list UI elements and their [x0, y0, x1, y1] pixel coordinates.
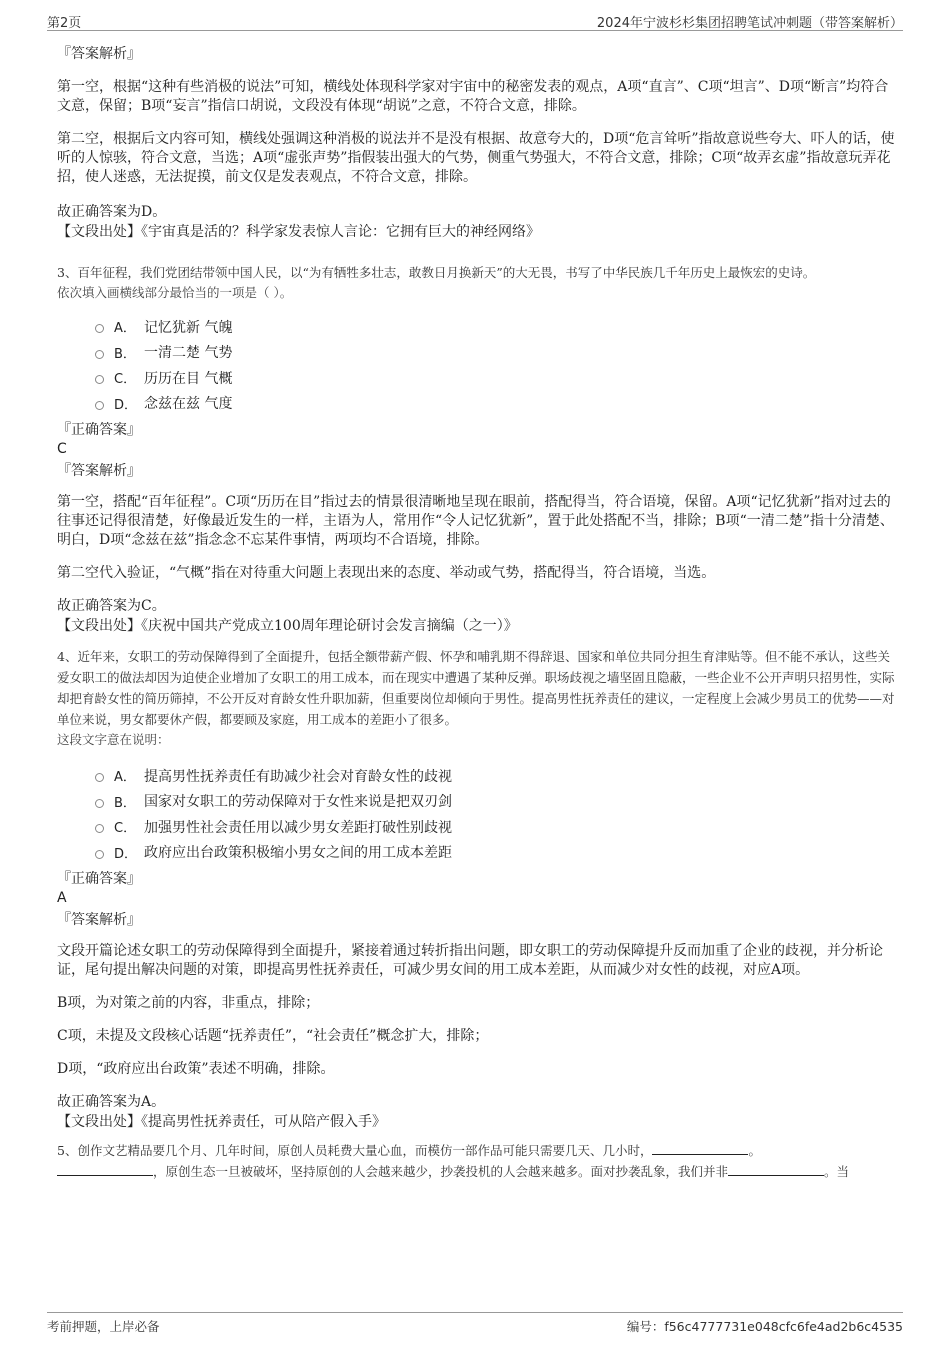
page-content	[57, 44, 897, 1182]
q4-analysis-p1: 文段开篇论述女职工的劳动保障得到全面提升，紧接着通过转折指出问题，即女职工的劳动保障提升反而加重了企业的歧视，并分析论证，尾句提出解决问题的对策，即提高男性抚养责任，可减少男女间的用工成本差距，从而减少对女性的歧视，对应A项。	[57, 943, 883, 978]
q4-stem: 4、近年来，女职工的劳动保障得到了全面提升，包括全额带薪产假、怀孕和哺乳期不得辞退、国家和单位共同分担生育津贴等。但不能不承认，这些关爱女职工的做法却因为迫使企业增加了女职工的用工成本，而在现实中遭遇了某种反弹。职场歧视之墙坚固且隐蔽，一些企业不公开声明只招男性，实际却把育龄女性的简历筛掉，不公开反对育龄女性升职加薪，但重要岗位却倾向于男性。提高男性抚养责任的建议，一定程度上会减少男员工的优势——对单位来说，男女都要休产假，都要顾及家庭，用工成本的差距小了很多。	[57, 649, 895, 727]
q3-analysis-p2: 第二空代入验证，“气概”指在对待重大问题上表现出来的态度、举动或气势，搭配得当，符合语境，当选。	[57, 565, 716, 581]
option-text: 政府应出台政策积极缩小男女之间的用工成本差距	[144, 845, 452, 862]
option-letter: D．	[114, 846, 138, 862]
page-header	[47, 10, 903, 31]
document-id: 编号：f56c4777731e048cfc6fe4ad2b6c4535	[626, 1319, 903, 1334]
q3-answer: C	[57, 441, 67, 457]
fill-blank[interactable]	[57, 1163, 153, 1176]
q3-options	[57, 314, 897, 416]
option-text: 念兹在兹 气度	[144, 396, 233, 413]
q3-stem: 3、百年征程，我们党团结带领中国人民，以“为有牺牲多壮志，敢教日月换新天”的大无畏，书写了中华民族几千年历史上最恢宏的史诗。	[57, 265, 816, 280]
q3-option-b[interactable]	[95, 340, 897, 366]
q4-source: 【文段出处】《提高男性抚养责任，可从陪产假入手》	[57, 1114, 386, 1130]
q3-source: 【文段出处】《庆祝中国共产党成立100周年理论研讨会发言摘编（之一）》	[57, 618, 518, 634]
footer-slogan: 考前押题，上岸必备	[47, 1319, 160, 1334]
option-text: 记忆犹新 气魄	[144, 319, 233, 336]
radio-icon[interactable]	[95, 850, 104, 859]
q3-instruction: 依次填入画横线部分最恰当的一项是（ ）。	[57, 285, 293, 300]
q4-option-a[interactable]	[95, 763, 897, 789]
q5-stem	[57, 1140, 897, 1182]
q4-correct-tag: 『正确答案』	[57, 871, 141, 887]
q2-analysis-tag: 『答案解析』	[57, 46, 141, 62]
q4-analysis-p3: C项，未提及文段核心话题“抚养责任”，“社会责任”概念扩大，排除；	[57, 1028, 489, 1044]
option-text: 加强男性社会责任用以减少男女差距打破性别歧视	[144, 819, 452, 836]
q2-analysis-p1: 第一空，根据“这种有些消极的说法”可知，横线处体现科学家对宇宙中的秘密发表的观点，A项“直言”、C项“坦言”、D项“断言”均符合文意，保留；B项“妄言”指信口胡说，文段没有体现“胡说”之意，不符合文意，排除。	[57, 79, 889, 114]
option-letter: B．	[114, 346, 136, 362]
q3-analysis-tag: 『答案解析』	[57, 463, 141, 479]
option-letter: A．	[114, 321, 136, 337]
q2-source: 【文段出处】《宇宙真是活的？科学家发表惊人言论：它拥有巨大的神经网络》	[57, 224, 540, 240]
option-text: 一清二楚 气势	[144, 345, 233, 362]
q4-options	[57, 763, 897, 865]
option-letter: C．	[114, 372, 137, 388]
document-title: 2024年宁波杉杉集团招聘笔试冲刺题（带答案解析）	[596, 16, 903, 31]
option-text: 历历在目 气概	[144, 370, 233, 387]
q3-option-d[interactable]	[95, 391, 897, 417]
page-number: 第2页	[47, 16, 82, 31]
q4-instruction: 这段文字意在说明：	[57, 732, 170, 747]
radio-icon[interactable]	[95, 324, 104, 333]
fill-blank[interactable]	[652, 1142, 748, 1155]
option-text: 国家对女职工的劳动保障对于女性来说是把双刃剑	[144, 794, 452, 811]
radio-icon[interactable]	[95, 824, 104, 833]
option-letter: A．	[114, 770, 136, 786]
option-letter: B．	[114, 795, 136, 811]
page-footer	[47, 1312, 903, 1339]
q4-answer: A	[57, 890, 67, 906]
question-3	[57, 262, 897, 636]
q4-conclusion: 故正确答案为A。	[57, 1094, 166, 1110]
option-letter: C．	[114, 821, 137, 837]
q3-conclusion: 故正确答案为C。	[57, 598, 166, 614]
radio-icon[interactable]	[95, 773, 104, 782]
radio-icon[interactable]	[95, 401, 104, 410]
q4-option-c[interactable]	[95, 814, 897, 840]
q2-conclusion: 故正确答案为D。	[57, 204, 167, 220]
radio-icon[interactable]	[95, 799, 104, 808]
q5-stem-part-a: 5、创作文艺精品要几个月、几年时间，原创人员耗费大量心血，而模仿一部作品可能只需要几天、几小时，	[57, 1143, 653, 1158]
fill-blank[interactable]	[728, 1163, 824, 1176]
q3-option-c[interactable]	[95, 365, 897, 391]
q4-analysis-p4: D项，“政府应出台政策”表述不明确，排除。	[57, 1061, 335, 1077]
q4-analysis-p2: B项，为对策之前的内容，非重点，排除；	[57, 995, 320, 1011]
q2-analysis-p2: 第二空，根据后文内容可知，横线处强调这种消极的说法并不是没有根据、故意夸大的，D项“危言耸听”指故意说些夸大、吓人的话，使听的人惊骇，符合文意，当选；A项“虚张声势”指假装出强大的气势，侧重气势强大，不符合文意，排除；C项“故弄玄虚”指故意玩弄花招，使人迷惑，无法捉摸，前文仅是发表观点，不符合文意，排除。	[57, 131, 895, 185]
q3-correct-tag: 『正确答案』	[57, 422, 141, 438]
q4-option-b[interactable]	[95, 789, 897, 815]
q5-stem-part-b: ，原创生态一旦被破坏，坚持原创的人会越来越少，抄袭投机的人会越来越多。面对抄袭乱象，我们并非	[153, 1164, 729, 1179]
q3-option-a[interactable]	[95, 314, 897, 340]
q5-stem-part-a-end: 。	[748, 1143, 761, 1158]
option-letter: D．	[114, 397, 138, 413]
radio-icon[interactable]	[95, 350, 104, 359]
radio-icon[interactable]	[95, 375, 104, 384]
q4-analysis-tag: 『答案解析』	[57, 912, 141, 928]
q3-analysis-p1: 第一空，搭配“百年征程”。C项“历历在目”指过去的情景很清晰地呈现在眼前，搭配得当，符合语境，保留。A项“记忆犹新”指对过去的往事还记得很清楚，好像最近发生的一样，主语为人，常用作“令人记忆犹新”，置于此处搭配不当，排除；B项“一清二楚”指十分清楚、明白，D项“念兹在兹”指念念不忘某件事情，两项均不合语境，排除。	[57, 494, 894, 548]
q4-option-d[interactable]	[95, 840, 897, 866]
option-text: 提高男性抚养责任有助减少社会对育龄女性的歧视	[144, 768, 452, 785]
question-4	[57, 646, 897, 1132]
question-5	[57, 1140, 897, 1182]
q5-stem-part-b-end: 。当	[824, 1164, 850, 1179]
